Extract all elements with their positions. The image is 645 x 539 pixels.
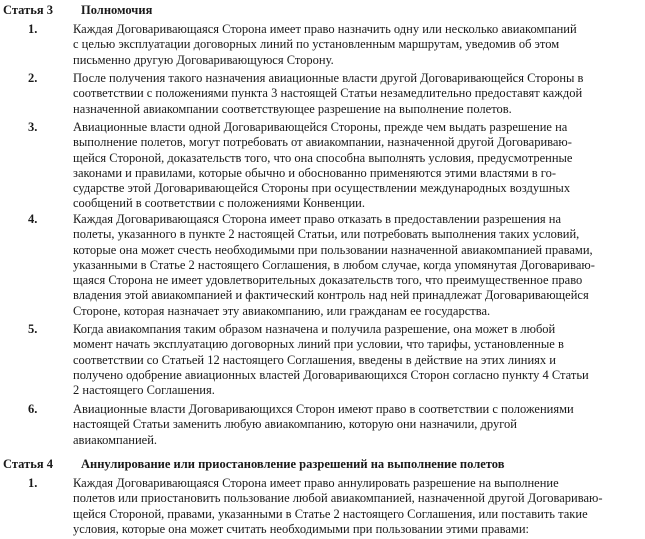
item-number: 2. [28, 71, 38, 85]
item-text [73, 71, 638, 117]
item-number: 1. [28, 476, 38, 490]
text-line: Каждая Договаривающаяся Сторона имеет право отказать в предоставлении разрешения на [73, 212, 562, 226]
text-line: щейся Стороной, доказательств того, что она способна выполнять условия, предусмотренные [73, 150, 573, 165]
item-number: 4. [28, 212, 38, 226]
text-line: Авиационные власти Договаривающихся Сторон имеют право в соответствии с положениями [73, 402, 574, 416]
text-line: владения этой авиакомпанией и фактический контроль над ней принадлежат Договаривающейся [73, 288, 589, 303]
item-text [73, 212, 638, 319]
text-line: Каждая Договаривающаяся Сторона имеет право назначить одну или несколько авиакомпаний [73, 22, 577, 36]
text-line: сударстве этой Договаривающейся Стороны при осуществлении международных воздушных [73, 181, 571, 196]
article-4-number: Статья 4 [3, 457, 53, 471]
text-line: Каждая Договаривающаяся Сторона имеет право аннулировать разрешение на выполнение [73, 476, 559, 490]
text-line: сообщений в соответствии с положениями Конвенции. [73, 196, 365, 211]
text-line: которые она может счесть необходимыми при пользовании назначенной авиакомпанией правами, [73, 242, 593, 257]
text-line: законами и правилами, которые обычно и обоснованно применяются этими властями в го- [73, 165, 557, 180]
text-line: После получения такого назначения авиационные власти другой Договаривающейся Стороны в [73, 71, 584, 85]
article-4-heading [3, 457, 504, 472]
text-line: письменно другую Договаривающуюся Сторону. [73, 52, 334, 67]
text-line: соответствии с положениями пункта 3 настоящей Статьи незамедлительно предоставят каждой [73, 86, 583, 101]
text-line: Когда авиакомпания таким образом назначена и получила разрешение, она может в любой [73, 322, 556, 336]
text-line: щаяся Сторона не имеет удовлетворительных доказательств того, что преимущественное право [73, 273, 583, 288]
item-number: 1. [28, 22, 38, 36]
text-line: с целью эксплуатации договорных линий по установленным маршрутам, уведомив об этом [73, 37, 560, 52]
text-line: 2 настоящего Соглашения. [73, 383, 215, 398]
text-line: полетов или приостановить пользование любой авиакомпанией, назначенной другой Договариваю- [73, 491, 603, 506]
text-line: щейся Стороной, правами, указанными в Статье 2 настоящего Соглашения, или поставить такие [73, 506, 588, 521]
item-text [73, 476, 638, 537]
article-3-number: Статья 3 [3, 3, 53, 17]
text-line: назначенной авиакомпании соответствующее разрешение на выполнение полетов. [73, 101, 512, 116]
text-line: Стороне, которая назначает эту авиакомпанию, или гражданам ее государства. [73, 303, 491, 318]
text-line: авиакомпанией. [73, 432, 158, 447]
item-text [73, 402, 638, 448]
text-line: полеты, указанного в пункте 2 настоящей Статьи, или потребовать выполнения таких условий, [73, 227, 580, 242]
item-text [73, 120, 638, 212]
text-line: условия, которые она может считать необходимыми при пользовании этими правами: [73, 521, 530, 536]
item-text [73, 22, 638, 68]
text-line: Авиационные власти одной Договаривающейся Стороны, прежде чем выдать разрешение на [73, 120, 568, 134]
item-text [73, 322, 638, 398]
text-line: соответствии со Статьей 12 настоящего Соглашения, введены в действие на этих линиях и [73, 352, 556, 367]
article-4-title: Аннулирование или приостановление разрешений на выполнение полетов [81, 457, 505, 471]
article-3-heading [3, 3, 152, 18]
text-line: момент начать эксплуатацию договорных линий при условии, что тарифы, установленные в [73, 337, 564, 352]
item-number: 5. [28, 322, 38, 336]
item-number: 3. [28, 120, 38, 134]
item-number: 6. [28, 402, 38, 416]
text-line: указанными в Статье 2 настоящего Соглашения, в любом случае, когда упомянутая Договариваю- [73, 257, 595, 272]
text-line: выполнение полетов, могут потребовать от авиакомпании, назначенной другой Договариваю- [73, 135, 572, 150]
text-line: получено одобрение авиационных властей Договаривающихся Сторон согласно пункту 4 Статьи [73, 367, 589, 382]
article-3-title: Полномочия [81, 3, 153, 17]
text-line: настоящей Статьи заменить любую авиакомпанию, которую они назначили, другой [73, 417, 518, 432]
